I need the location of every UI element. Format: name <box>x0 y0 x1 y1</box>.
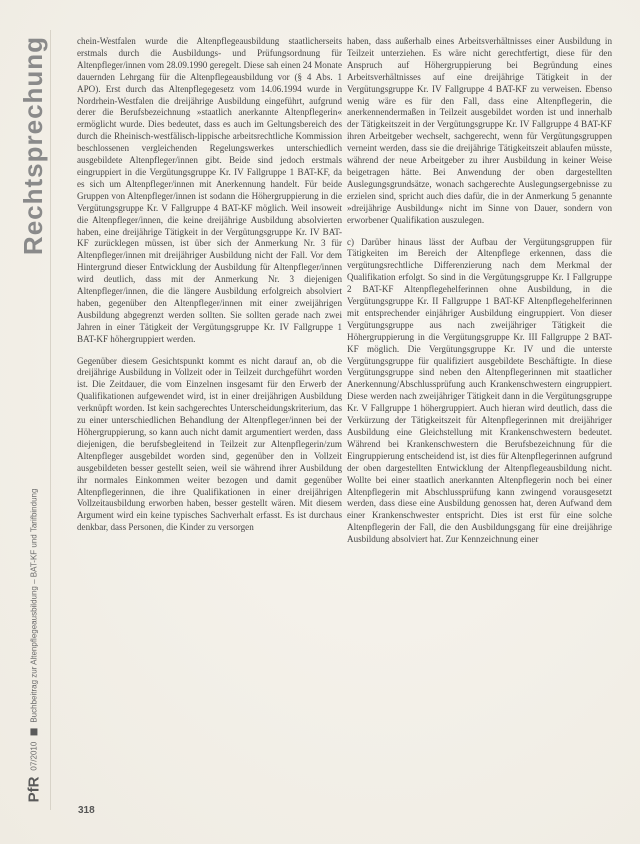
square-bullet-icon <box>31 728 38 735</box>
journal-running-head <box>14 470 54 820</box>
journal-issue: 07/2010 <box>29 741 39 771</box>
paragraph: haben, dass außerhalb eines Arbeitsverhältnisses einer Ausbildung in Teilzeit unterziehen. Es wäre nicht gerechtfertigt, diese für den Anspruch auf Höhergruppierung bei Begründung eines Arbeitsverhältnisses auf eine dreijährige Tätigkeit in der Vergütungsgruppe Kr. IV Fallgruppe 4 BAT-KF zu verweisen. Ebenso wenig wäre es für den Fall, dass eine Altenpflegerin, die anerkennendermaßen in Teilzeit ausgebildet worden ist und innerhalb der Tätigkeitszeit in der Vergütungsgruppe Kr. IV Fallgruppe 4 BAT-KF ihren Arbeitgeber wechselt, sachgerecht, wenn für Vergütungsgruppen verneint werden, dass sie die dreijährige Tätigkeitszeit ablaufen müsste, während der neue Arbeitgeber zu ihrer Ausbildung in keiner Weise beigetragen hätte. Bei Anwendung der oben dargestellten Auslegungsgrundsätze, wonach sachgerechte Auslegungsergebnisse zu erzielen sind, spricht auch dies dafür, die in der Anmerkung 5 genannte »dreijährige Ausbildung« nicht im Sinne von Dauer, sondern von erworbener Qualifikation auszulegen. <box>347 36 612 225</box>
paragraph: Gegenüber diesem Gesichtspunkt kommt es nicht darauf an, ob die dreijährige Ausbildung in Vollzeit oder in Teilzeit durchgeführt worden ist. Die Zeitdauer, die vom Einzelnen insgesamt für den Erwerb der Qualifikationen aufgewendet wird, ist in einer dreijährigen Ausbildung verknüpft worden. Ist kein sachgerechtes Unterscheidungskriterium, das zu einer unterschiedlichen Behandlung der Altenpfleger/innen bei der Höhergruppierung, so kann auch nicht damit argumentiert werden, dass diejenigen, die berufsbegleitend in Teilzeit zur Altenpflegerin/zum Altenpfleger ausgebildet worden sind, gegenüber den in Vollzeit ausgebildeten besser gestellt seien, weil sie während ihrer Ausbildung ihr normales Einkommen weiter bezogen und damit gegenüber Altenpflegerinnen, die ihre Qualifikationen in einer dreijährigen Vollzeitausbildung erworben haben, besser gestellt wären. Mit diesem Argument wird ein keine typisches Sachverhalt erfasst. Es ist durchaus denkbar, dass Personen, die Kinder zu versorgen <box>77 355 342 533</box>
page-number: 318 <box>78 805 95 816</box>
section-label-text: Rechtsprechung <box>18 35 49 255</box>
section-label <box>14 30 54 260</box>
paragraph: chein-Westfalen wurde die Altenpflegeausbildung staatlicherseits erstmals durch die Ausbildungs- und Prüfungsordnung für Altenpfleger/innen vom 28.09.1990 geregelt. Diese sah einen 24 Monate dauernden Lehrgang für die Altenpflegeausbildung vor (§ 4 Abs. 1 APO). Erst durch das Altenpflegegesetz vom 14.06.1994 wurde in Nordrhein-Westfalen die dreijährige Ausbildung eingeführt, aufgrund derer die Berufsbezeichnung »staatlich anerkannte Altenpflegerin« ermöglicht wurde. Dies bedeutet, dass es auch im Geltungsbereich des durch die Rheinisch-westfälisch-lippische arbeitsrechtliche Kommission beschlossenen vergleichenden Regelungswerkes unterschiedlich ausgebildete Altenpfleger/innen gibt. Beide sind jedoch erstmals eingruppiert in die Vergütungsgruppe Kr. IV Fallgruppe 1 BAT-KF, da es sich um Altenpfleger/innen mit Anerkennung handelt. Für beide Gruppen von Altenpfleger/innen ist sodann die Höhergruppierung in die Vergütungsgruppe Kr. V Fallgruppe 4 BAT-KF möglich. Weil insoweit die Altenpfleger/innen, die keine dreijährige Ausbildung absolvierten haben, eine dreijährige Tätigkeit in der Vergütungsgruppe Kr. IV BAT-KF zurücklegen müssen, ist über sich der Anmerkung Nr. 3 für Altenpfleger/innen mit dreijähriger Ausbildung nicht der Fall. Vor dem Hintergrund dieser Entwicklung der Ausbildung für Altenpfleger/innen wird deutlich, dass mit der Anmerkung Nr. 3 diejenigen Altenpfleger/innen, die die längere Ausbildung erfolgreich absolviert haben, gegenüber den Altenpfleger/innen mit einer zweijährigen Ausbildung abgegrenzt werden sollten. Sie sollten gerade nach zwei Jahren in einer Tätigkeit der Vergütungsgruppe Kr. IV Fallgruppe 1 BAT-KF höhergruppiert werden. <box>77 36 342 344</box>
paragraph: c) Darüber hinaus lässt der Aufbau der Vergütungsgruppen für Tätigkeiten im Bereich der Altenpflege erkennen, dass die vergütungsrechtliche Differenzierung nach dem Merkmal der Qualifikation erfolgt. So sind in die Vergütungsgruppe Kr. I Fallgruppe 2 BAT-KF Altenpflegehelferinnen ohne Ausbildung, in die Vergütungsgruppe Kr. II Fallgruppe 1 BAT-KF Altenpflegehelferinnen mit entsprechender einjähriger Ausbildung eingruppiert. Von dieser Vergütungsgruppe aus nach zweijähriger Tätigkeit die Höhergruppierung in die Vergütungsgruppe Kr. III Fallgruppe 2 BAT-KF möglich. Die Vergütungsgruppe Kr. IV und die unterste Vergütungsgruppe für qualifiziert ausgebildete Beschäftigte. In diese Vergütungsgruppe sind neben den Altenpflegerinnen mit staatlicher Anerkennung/Abschlussprüfung auch Krankenschwestern eingruppiert. Diese werden nach zweijähriger Tätigkeit dann in die Vergütungsgruppe Kr. V Fallgruppe 1 höhergruppiert. Auch hieran wird deutlich, dass die Verkürzung der Tätigkeitszeit für Altenpflegerinnen mit dreijähriger Ausbildung eine Gleichstellung mit Krankenschwestern bedeutet. Während bei Krankenschwestern die Berufsbezeichnung für die Eingruppierung entscheidend ist, ist dies für Altenpflegerinnen aufgrund der oben dargestellten Entwicklung der Altenpflegeausbildung nicht. Wollte bei einer staatlich anerkannten Altenpflegerin noch bei einer Altenpflegerin mit Abschlussprüfung kann zwingend vorausgesetzt werden, dass diese eine Ausbildung genossen hat, deren Aufwand dem einer Krankenschwester entspricht. Dies ist erst für eine solche Altenpflegerin der Fall, die den Ausbildungsgang für eine dreijährige Ausbildung absolviert hat. Zur Kennzeichnung einer <box>347 236 612 545</box>
text-column-left <box>77 36 342 544</box>
text-column-right <box>347 36 612 556</box>
journal-logo: PfR <box>25 776 43 802</box>
journal-running-title: Buchbeitrag zur Altenpflegeausbildung – BAT-KF und Tarifbindung <box>29 488 39 723</box>
